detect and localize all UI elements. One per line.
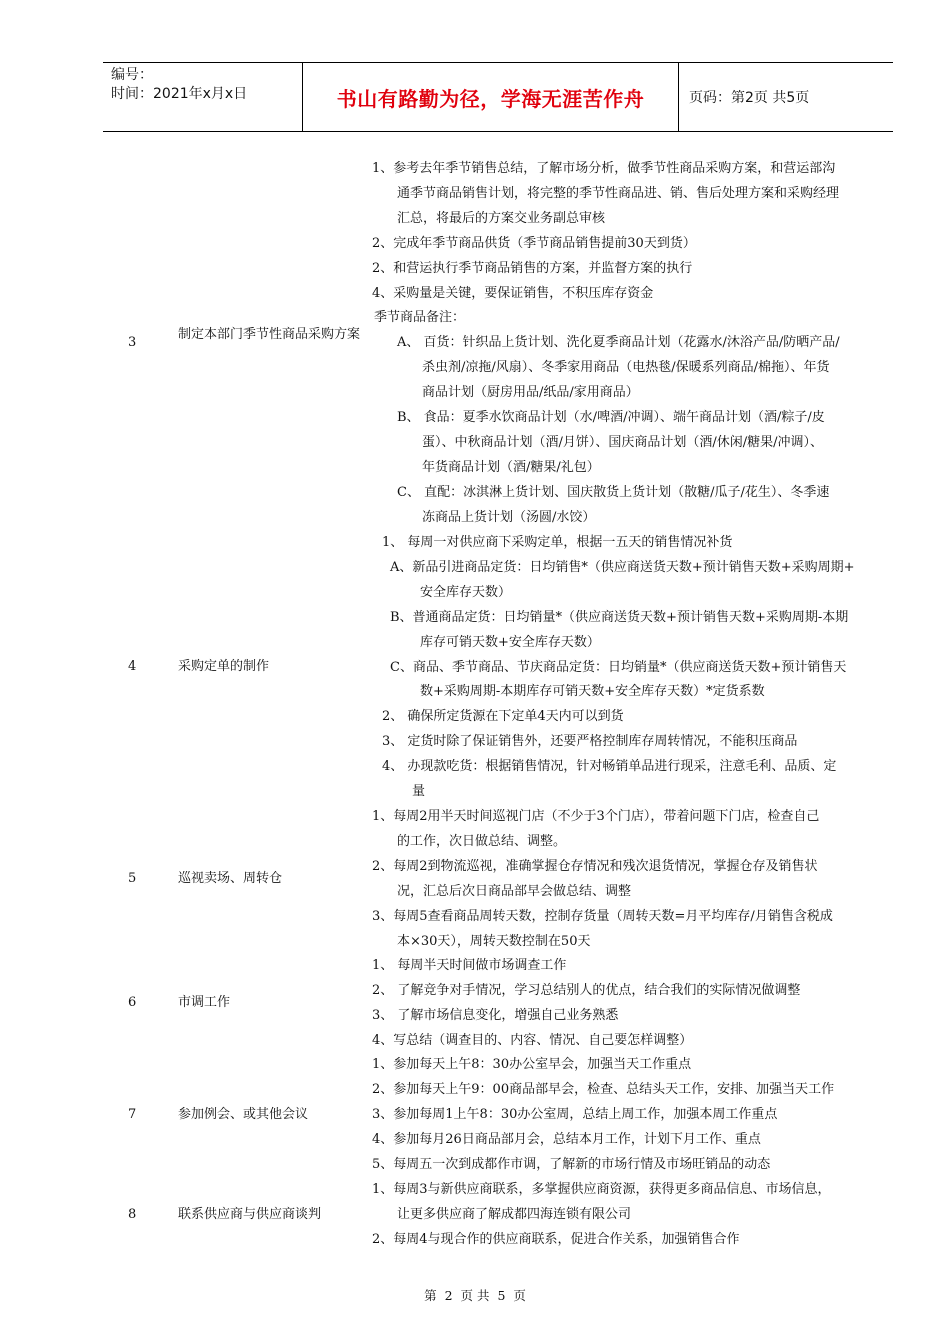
content-line: 1、每周2用半天时间巡视门店（不少于3个门店），带着问题下门店，检查自己	[372, 809, 820, 824]
content-line: 2、 了解竞争对手情况，学习总结别人的优点，结合我们的实际情况做调整	[372, 982, 801, 998]
row-title: 联系供应商与供应商谈判	[178, 1207, 322, 1222]
row-title: 参加例会、或其他会议	[178, 1107, 309, 1122]
row-number: 3	[128, 335, 137, 350]
header-meta	[103, 63, 303, 131]
page-header	[103, 62, 893, 132]
content-line: 2、每周4与现合作的供应商联系，促进合作关系，加强销售合作	[372, 1231, 740, 1247]
content-line: 汇总，将最后的方案交业务副总审核	[397, 210, 606, 226]
content-line: B、普通商品定货：日均销量*（供应商送货天数+预计销售天数+采购周期-本期	[390, 609, 849, 625]
content-line: 1、参加每天上午8：30办公室早会，加强当天工作重点	[372, 1057, 692, 1072]
content-line: 4、采购量是关键，要保证销售，不积压库存资金	[372, 285, 654, 301]
content-line: 库存可销天数+安全库存天数）	[420, 634, 600, 650]
document-time-label: 时间：2021年x月x日	[111, 86, 248, 102]
content-line: 安全库存天数）	[420, 584, 512, 600]
content-line: 况，汇总后次日商品部早会做总结、调整	[397, 883, 632, 899]
content-line: 2、每周2到物流巡视，准确掌握仓存情况和残次退货情况，掌握仓存及销售状	[372, 858, 818, 874]
content-line: 2、 确保所定货源在下定单4天内可以到货	[382, 709, 624, 725]
row-number: 5	[128, 871, 137, 886]
content-line: 3、每周5查看商品周转天数，控制存货量（周转天数=月平均库存/月销售含税成	[372, 908, 833, 924]
content-line: 1、参考去年季节销售总结，了解市场分析，做季节性商品采购方案，和营运部沟	[372, 161, 836, 176]
content-line: 1、每周3与新供应商联系，多掌握供应商资源，获得更多商品信息、市场信息，	[372, 1182, 831, 1197]
row-content	[372, 531, 894, 805]
content-line: 3、参加每周1上午8：30办公室周，总结上周工作，加强本周工作重点	[372, 1106, 778, 1122]
content-line: 商品计划（厨房用品/纸品/家用商品）	[422, 385, 639, 401]
content-line: 蛋）、中秋商品计划（酒/月饼）、国庆商品计划（酒/休闲/糖果/冲调）、	[422, 434, 824, 450]
footer-mid: 页 共	[460, 1288, 490, 1303]
content-line: A、 百货：针织品上货计划、洗化夏季商品计划（花露水/沐浴产品/防晒产品/	[397, 335, 840, 351]
header-page-info: 页码：第2页 共5页	[689, 90, 810, 106]
row-content	[372, 805, 894, 954]
row-number: 7	[128, 1107, 137, 1122]
content-line: 的工作，次日做总结、调整。	[397, 833, 567, 849]
content-line: 4、写总结（调查目的、内容、情况、自己要怎样调整）	[372, 1032, 693, 1048]
page-footer	[0, 1286, 950, 1304]
footer-prefix: 第	[424, 1288, 437, 1303]
content-line: 2、完成年季节商品供货（季节商品销售提前30天到货）	[372, 235, 696, 251]
row-title: 采购定单的制作	[178, 659, 270, 674]
content-line: 杀虫剂/凉拖/风扇）、冬季家用商品（电热毯/保暖系列商品/棉拖）、年货	[422, 360, 830, 376]
footer-total-pages: 5	[497, 1288, 506, 1303]
row-content	[372, 157, 894, 531]
content-line: 通季节商品销售计划，将完整的季节性商品进、销、售后处理方案和采购经理	[397, 185, 840, 201]
row-title: 市调工作	[178, 995, 231, 1010]
content-line: 4、参加每月26日商品部月会，总结本月工作，计划下月工作、重点	[372, 1131, 761, 1147]
content-line: A、新品引进商品定货：日均销售*（供应商送货天数+预计销售天数+采购周期+	[390, 559, 855, 575]
content-line: 2、参加每天上午9：00商品部早会，检查、总结头天工作，安排、加强当天工作	[372, 1081, 835, 1097]
header-motto: 书山有路勤为径，学海无涯苦作舟	[303, 63, 679, 131]
content-line: 1、 每周一对供应商下采购定单，根据一五天的销售情况补货	[382, 535, 733, 550]
row-content	[372, 1178, 894, 1253]
content-line: 数+采购周期-本期库存可销天数+安全库存天数）*定货系数	[420, 684, 765, 700]
document-number-label: 编号：	[111, 67, 153, 83]
content-line: 本×30天），周转天数控制在50天	[397, 933, 591, 949]
content-line: 1、 每周半天时间做市场调查工作	[372, 958, 567, 973]
row-content	[372, 1053, 894, 1178]
row-title: 制定本部门季节性商品采购方案	[178, 327, 361, 342]
content-line: 3、 定货时除了保证销售外，还要严格控制库存周转情况，不能积压商品	[382, 734, 798, 750]
content-line: 2、和营运执行季节商品销售的方案，并监督方案的执行	[372, 260, 693, 276]
content-line: 冻商品上货计划（汤圆/水饺）	[422, 509, 596, 525]
row-number: 4	[128, 659, 137, 674]
row-number: 6	[128, 995, 137, 1010]
content-line: C、商品、季节商品、节庆商品定货：日均销量*（供应商送货天数+预计销售天	[390, 659, 847, 675]
content-line: B、 食品：夏季水饮商品计划（水/啤酒/冲调）、端午商品计划（酒/粽子/皮	[397, 410, 825, 426]
row-content	[372, 954, 894, 1054]
content-line: 季节商品备注：	[374, 310, 466, 326]
footer-suffix: 页	[513, 1288, 526, 1303]
content-line: C、 直配：冰淇淋上货计划、国庆散货上货计划（散糖/瓜子/花生）、冬季速	[397, 484, 830, 500]
row-title: 巡视卖场、周转仓	[178, 871, 283, 886]
footer-page-number: 2	[444, 1288, 453, 1303]
row-number: 8	[128, 1207, 137, 1222]
content-line: 量	[412, 784, 426, 800]
content-line: 让更多供应商了解成都四海连锁有限公司	[397, 1206, 632, 1222]
content-line: 年货商品计划（酒/糖果/礼包）	[422, 459, 600, 475]
content-line: 3、 了解市场信息变化，增强自己业务熟悉	[372, 1007, 619, 1023]
content-line: 5、每周五一次到成都作市调，了解新的市场行情及市场旺销品的动态	[372, 1156, 771, 1172]
content-line: 4、 办现款吃货：根据销售情况，针对畅销单品进行现采，注意毛利、品质、定	[382, 759, 837, 775]
